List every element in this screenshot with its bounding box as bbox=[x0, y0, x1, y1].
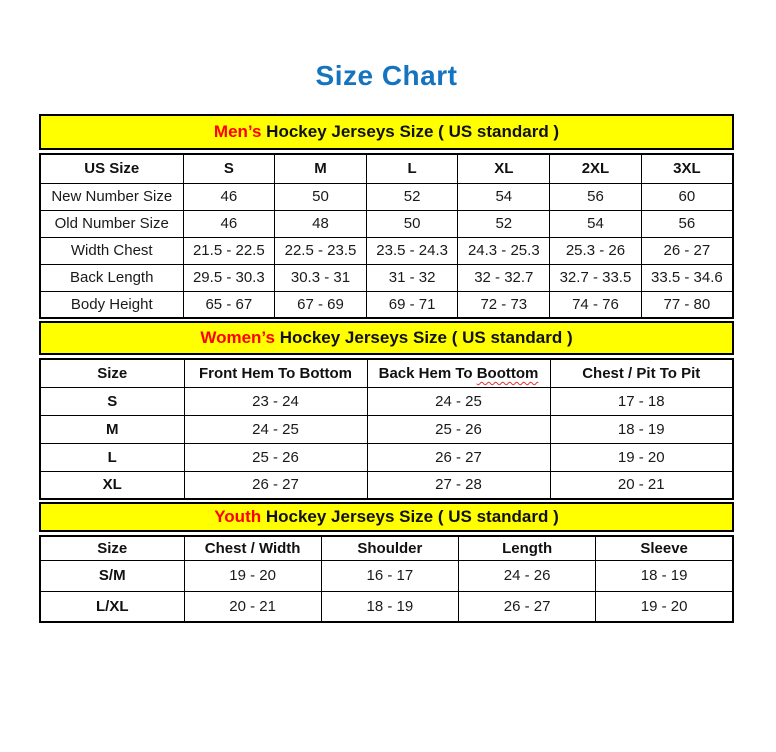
size-value-cell: 60 bbox=[641, 183, 733, 210]
womens-banner-text: Hockey Jerseys Size ( US standard ) bbox=[274, 328, 573, 347]
column-header: Shoulder bbox=[321, 536, 458, 560]
size-value-cell: 33.5 - 34.6 bbox=[641, 264, 733, 291]
size-value-cell: 65 - 67 bbox=[183, 291, 275, 318]
womens-banner-accent: Women’s bbox=[200, 328, 275, 347]
size-value-cell: 26 - 27 bbox=[367, 443, 550, 471]
column-header: Size bbox=[40, 536, 184, 560]
size-chart-body bbox=[39, 114, 734, 623]
row-label: New Number Size bbox=[40, 183, 183, 210]
column-header bbox=[367, 359, 550, 387]
table-row bbox=[40, 591, 733, 622]
table-row bbox=[40, 291, 733, 318]
size-value-cell: 54 bbox=[550, 210, 642, 237]
table-row bbox=[40, 264, 733, 291]
womens-header-row bbox=[40, 359, 733, 387]
mens-section-banner bbox=[39, 114, 734, 150]
size-value-cell: 29.5 - 30.3 bbox=[183, 264, 275, 291]
size-value-cell: 25 - 26 bbox=[184, 443, 367, 471]
size-value-cell: 17 - 18 bbox=[550, 387, 733, 415]
size-value-cell: 26 - 27 bbox=[459, 591, 596, 622]
mens-banner-text: Hockey Jerseys Size ( US standard ) bbox=[261, 122, 560, 141]
column-header: Size bbox=[40, 359, 184, 387]
column-header: Chest / Pit To Pit bbox=[550, 359, 733, 387]
column-header: S bbox=[183, 154, 275, 183]
size-chart-page bbox=[0, 60, 776, 623]
size-value-cell: 23 - 24 bbox=[184, 387, 367, 415]
size-value-cell: 48 bbox=[275, 210, 367, 237]
size-value-cell: 24 - 25 bbox=[184, 415, 367, 443]
size-value-cell: 19 - 20 bbox=[184, 560, 321, 591]
size-value-cell: 46 bbox=[183, 183, 275, 210]
size-value-cell: 67 - 69 bbox=[275, 291, 367, 318]
size-value-cell: 18 - 19 bbox=[321, 591, 458, 622]
size-value-cell: 69 - 71 bbox=[366, 291, 458, 318]
row-label: Body Height bbox=[40, 291, 183, 318]
youth-size-table bbox=[39, 535, 734, 623]
size-value-cell: 30.3 - 31 bbox=[275, 264, 367, 291]
size-value-cell: 24 - 25 bbox=[367, 387, 550, 415]
column-header: Front Hem To Bottom bbox=[184, 359, 367, 387]
column-header-text: Back Hem To bbox=[378, 364, 477, 382]
column-header: XL bbox=[458, 154, 550, 183]
size-value-cell: 72 - 73 bbox=[458, 291, 550, 318]
row-label: L bbox=[40, 443, 184, 471]
size-value-cell: 54 bbox=[458, 183, 550, 210]
table-row bbox=[40, 237, 733, 264]
table-row bbox=[40, 183, 733, 210]
size-value-cell: 20 - 21 bbox=[184, 591, 321, 622]
column-header: 3XL bbox=[641, 154, 733, 183]
mens-header-row bbox=[40, 154, 733, 183]
row-label: Width Chest bbox=[40, 237, 183, 264]
size-value-cell: 31 - 32 bbox=[366, 264, 458, 291]
table-row bbox=[40, 471, 733, 499]
row-label: XL bbox=[40, 471, 184, 499]
size-value-cell: 50 bbox=[366, 210, 458, 237]
table-row bbox=[40, 210, 733, 237]
size-value-cell: 50 bbox=[275, 183, 367, 210]
row-label: Back Length bbox=[40, 264, 183, 291]
size-value-cell: 22.5 - 23.5 bbox=[275, 237, 367, 264]
size-value-cell: 16 - 17 bbox=[321, 560, 458, 591]
womens-size-table bbox=[39, 358, 734, 500]
size-value-cell: 26 - 27 bbox=[184, 471, 367, 499]
size-value-cell: 52 bbox=[366, 183, 458, 210]
size-value-cell: 26 - 27 bbox=[641, 237, 733, 264]
size-value-cell: 56 bbox=[641, 210, 733, 237]
column-header: Length bbox=[459, 536, 596, 560]
row-label: M bbox=[40, 415, 184, 443]
size-value-cell: 56 bbox=[550, 183, 642, 210]
size-value-cell: 24.3 - 25.3 bbox=[458, 237, 550, 264]
size-value-cell: 25.3 - 26 bbox=[550, 237, 642, 264]
row-label: S bbox=[40, 387, 184, 415]
size-value-cell: 25 - 26 bbox=[367, 415, 550, 443]
column-header: M bbox=[275, 154, 367, 183]
table-row bbox=[40, 443, 733, 471]
column-header: US Size bbox=[40, 154, 183, 183]
table-row bbox=[40, 560, 733, 591]
size-value-cell: 20 - 21 bbox=[550, 471, 733, 499]
size-value-cell: 19 - 20 bbox=[550, 443, 733, 471]
table-row bbox=[40, 415, 733, 443]
size-value-cell: 77 - 80 bbox=[641, 291, 733, 318]
mens-banner-accent: Men’s bbox=[213, 122, 262, 141]
size-value-cell: 18 - 19 bbox=[550, 415, 733, 443]
column-header: L bbox=[366, 154, 458, 183]
row-label: S/M bbox=[40, 560, 184, 591]
size-value-cell: 52 bbox=[458, 210, 550, 237]
row-label: L/XL bbox=[40, 591, 184, 622]
size-value-cell: 21.5 - 22.5 bbox=[183, 237, 275, 264]
size-value-cell: 23.5 - 24.3 bbox=[366, 237, 458, 264]
youth-header-row bbox=[40, 536, 733, 560]
size-value-cell: 46 bbox=[183, 210, 275, 237]
size-value-cell: 27 - 28 bbox=[367, 471, 550, 499]
page-title: Size Chart bbox=[315, 60, 458, 91]
size-value-cell: 19 - 20 bbox=[596, 591, 733, 622]
youth-section-banner bbox=[39, 502, 734, 532]
youth-banner-text: Hockey Jerseys Size ( US standard ) bbox=[261, 507, 559, 526]
table-row bbox=[40, 387, 733, 415]
womens-section-banner bbox=[39, 321, 734, 355]
size-value-cell: 32.7 - 33.5 bbox=[550, 264, 642, 291]
row-label: Old Number Size bbox=[40, 210, 183, 237]
column-header: Chest / Width bbox=[184, 536, 321, 560]
size-value-cell: 24 - 26 bbox=[459, 560, 596, 591]
column-header: Sleeve bbox=[596, 536, 733, 560]
column-header: 2XL bbox=[550, 154, 642, 183]
mens-size-table bbox=[39, 153, 734, 319]
size-value-cell: 18 - 19 bbox=[596, 560, 733, 591]
misspelled-word: Boottom bbox=[476, 364, 539, 382]
size-value-cell: 32 - 32.7 bbox=[458, 264, 550, 291]
size-value-cell: 74 - 76 bbox=[550, 291, 642, 318]
youth-banner-accent: Youth bbox=[214, 507, 262, 526]
